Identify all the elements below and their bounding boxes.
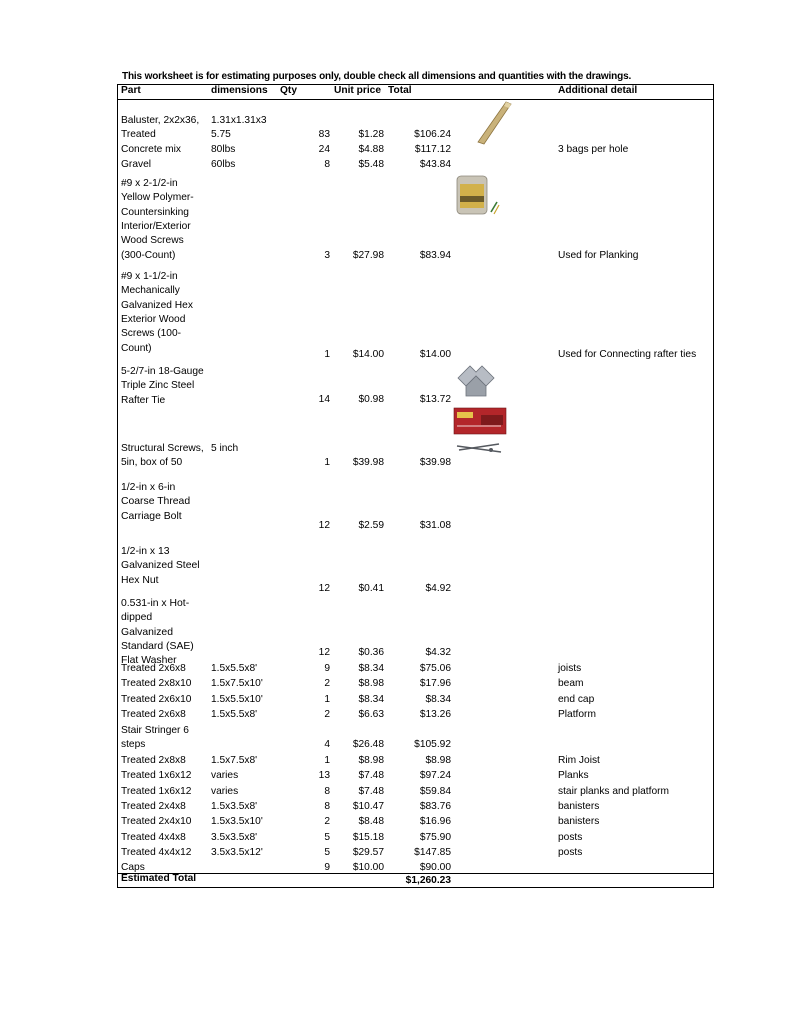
dimensions-value: 1.5x3.5x8' — [211, 801, 258, 812]
part-name: Screws (100- — [121, 328, 182, 340]
part-name: Caps — [121, 862, 145, 873]
part-name: 1/2-in x 13 — [121, 546, 170, 557]
quantity-value: 9 — [324, 663, 330, 674]
line-total-value: $4.92 — [425, 583, 451, 594]
unit-price-value: $8.98 — [358, 678, 384, 689]
estimated-total-label: Estimated Total — [121, 873, 197, 884]
header-total: Total — [388, 85, 412, 96]
header-divider — [117, 99, 714, 100]
unit-price-value: $6.63 — [358, 709, 384, 720]
additional-detail: posts — [558, 847, 583, 858]
line-total-value: $75.90 — [419, 832, 451, 843]
additional-detail: beam — [558, 678, 584, 689]
part-name: Rafter Tie — [121, 394, 166, 406]
part-name: Treated 2x8x10 — [121, 678, 192, 689]
part-name: #9 x 1-1/2-in — [121, 271, 178, 282]
dimensions-value: 5 inch — [211, 443, 239, 454]
dimensions-value: 1.5x3.5x10' — [211, 816, 263, 827]
dimensions-value: 1.5x5.5x8' — [211, 709, 258, 720]
part-name: Standard (SAE) — [121, 640, 194, 652]
quantity-value: 1 — [324, 755, 330, 766]
dimensions-value: 1.5x7.5x10' — [211, 678, 263, 689]
part-name: Treated 1x6x12 — [121, 770, 192, 781]
part-name: Exterior Wood — [121, 313, 186, 325]
line-total-value: $17.96 — [419, 678, 451, 689]
part-name: Yellow Polymer- — [121, 192, 194, 204]
dimensions-value: 3.5x3.5x8' — [211, 832, 258, 843]
part-name: Wood Screws — [121, 235, 184, 247]
quantity-value: 24 — [318, 144, 330, 155]
part-name: Concrete mix — [121, 144, 182, 155]
additional-detail: 3 bags per hole — [558, 144, 629, 155]
dimensions-value: 5.75 — [211, 129, 231, 141]
unit-price-value: $7.48 — [358, 770, 384, 781]
additional-detail: end cap — [558, 694, 595, 705]
quantity-value: 12 — [318, 583, 330, 594]
header-qty: Qty — [280, 85, 297, 96]
quantity-value: 8 — [324, 801, 330, 812]
part-name: Carriage Bolt — [121, 510, 182, 522]
line-total-value: $106.24 — [414, 129, 451, 141]
dimensions-value: 1.5x5.5x8' — [211, 663, 258, 674]
quantity-value: 5 — [324, 847, 330, 858]
baluster-image — [476, 100, 512, 146]
quantity-value: 9 — [324, 862, 330, 873]
header-dimensions: dimensions — [211, 85, 268, 96]
additional-detail: Used for Planking — [558, 249, 639, 261]
part-name: Treated 2x6x8 — [121, 709, 186, 720]
unit-price-value: $26.48 — [352, 739, 384, 751]
line-total-value: $13.26 — [419, 709, 451, 720]
yellow-screws-image — [455, 172, 501, 218]
unit-price-value: $39.98 — [352, 457, 384, 468]
line-total-value: $105.92 — [414, 739, 451, 751]
unit-price-value: $1.28 — [358, 129, 384, 141]
dimensions-value: varies — [211, 770, 239, 781]
additional-detail: Platform — [558, 709, 596, 720]
line-total-value: $8.34 — [425, 694, 451, 705]
dimensions-value: 80lbs — [211, 144, 236, 155]
dimensions-value: 60lbs — [211, 159, 236, 170]
line-total-value: $75.06 — [419, 663, 451, 674]
part-name: Stair Stringer 6 — [121, 725, 189, 736]
part-name: Hex Nut — [121, 574, 159, 586]
quantity-value: 8 — [324, 786, 330, 797]
additional-detail: Planks — [558, 770, 589, 781]
quantity-value: 1 — [324, 349, 330, 360]
unit-price-value: $8.98 — [358, 755, 384, 766]
dimensions-value: 1.5x7.5x8' — [211, 755, 258, 766]
part-name: Baluster, 2x2x36, — [121, 115, 200, 126]
quantity-value: 3 — [324, 249, 330, 261]
quantity-value: 5 — [324, 832, 330, 843]
unit-price-value: $8.48 — [358, 816, 384, 827]
additional-detail: banisters — [558, 801, 600, 812]
quantity-value: 2 — [324, 816, 330, 827]
line-total-value: $97.24 — [419, 770, 451, 781]
dimensions-value: 1.5x5.5x10' — [211, 694, 263, 705]
part-name: Treated 4x4x8 — [121, 832, 186, 843]
part-name: 1/2-in x 6-in — [121, 482, 176, 493]
quantity-value: 2 — [324, 709, 330, 720]
line-total-value: $90.00 — [419, 862, 451, 873]
unit-price-value: $10.47 — [352, 801, 384, 812]
header-unit-price: Unit price — [334, 85, 381, 96]
part-name: Mechanically — [121, 285, 180, 297]
part-name: steps — [121, 739, 146, 751]
header-part: Part — [121, 85, 141, 96]
line-total-value: $147.85 — [414, 847, 451, 858]
quantity-value: 2 — [324, 678, 330, 689]
quantity-value: 14 — [318, 394, 330, 405]
quantity-value: 13 — [318, 770, 330, 781]
line-total-value: $8.98 — [425, 755, 451, 766]
line-total-value: $39.98 — [419, 457, 451, 468]
line-total-value: $31.08 — [419, 520, 451, 531]
estimated-total-value: $1,260.23 — [405, 875, 451, 886]
quantity-value: 8 — [324, 159, 330, 170]
quantity-value: 12 — [318, 520, 330, 531]
structural-screws-image — [453, 406, 507, 458]
part-name: Treated 2x4x10 — [121, 816, 192, 827]
part-name: Galvanized — [121, 626, 173, 638]
line-total-value: $83.76 — [419, 801, 451, 812]
part-name: Coarse Thread — [121, 496, 191, 508]
quantity-value: 4 — [324, 739, 330, 751]
unit-price-value: $27.98 — [352, 249, 384, 261]
part-name: Gravel — [121, 159, 152, 170]
additional-detail: stair planks and platform — [558, 786, 669, 797]
additional-detail: Used for Connecting rafter ties — [558, 349, 697, 360]
part-name: 0.531-in x Hot- — [121, 598, 190, 609]
part-name: 5-2/7-in 18-Gauge — [121, 366, 204, 377]
part-name: Triple Zinc Steel — [121, 380, 195, 392]
rafter-tie-image — [456, 364, 498, 400]
part-name: Count) — [121, 342, 152, 354]
quantity-value: 1 — [324, 694, 330, 705]
disclaimer: This worksheet is for estimating purposes only, double check all dimensions and quantities with the drawings. — [122, 71, 632, 82]
unit-price-value: $4.88 — [358, 144, 384, 155]
part-name: Treated — [121, 129, 156, 141]
part-name: Interior/Exterior — [121, 220, 191, 232]
unit-price-value: $5.48 — [358, 159, 384, 170]
header-additional-detail: Additional detail — [558, 85, 638, 96]
line-total-value: $43.84 — [419, 159, 451, 170]
unit-price-value: $2.59 — [358, 520, 384, 531]
unit-price-value: $7.48 — [358, 786, 384, 797]
part-name: Countersinking — [121, 206, 189, 218]
part-name: Treated 2x6x8 — [121, 663, 186, 674]
quantity-value: 1 — [324, 457, 330, 468]
part-name: Flat Washer — [121, 655, 177, 667]
dimensions-value: 3.5x3.5x12' — [211, 847, 263, 858]
part-name: Galvanized Steel — [121, 560, 200, 572]
unit-price-value: $0.41 — [358, 583, 384, 594]
additional-detail: Rim Joist — [558, 755, 600, 766]
unit-price-value: $14.00 — [352, 349, 384, 360]
quantity-value: 83 — [318, 129, 330, 141]
line-total-value: $14.00 — [419, 349, 451, 360]
dimensions-value: varies — [211, 786, 239, 797]
part-name: Treated 4x4x12 — [121, 847, 192, 858]
part-name: Treated 2x8x8 — [121, 755, 186, 766]
line-total-value: $4.32 — [425, 647, 451, 658]
unit-price-value: $8.34 — [358, 663, 384, 674]
part-name: Treated 2x6x10 — [121, 694, 192, 705]
part-name: 5in, box of 50 — [121, 457, 183, 469]
dimensions-value: 1.31x1.31x3 — [211, 115, 267, 126]
additional-detail: posts — [558, 832, 583, 843]
quantity-value: 12 — [318, 647, 330, 658]
part-name: (300-Count) — [121, 249, 176, 261]
part-name: Galvanized Hex — [121, 299, 193, 311]
part-name: Treated 2x4x8 — [121, 801, 186, 812]
unit-price-value: $0.36 — [358, 647, 384, 658]
line-total-value: $59.84 — [419, 786, 451, 797]
part-name: #9 x 2-1/2-in — [121, 178, 178, 189]
unit-price-value: $8.34 — [358, 694, 384, 705]
part-name: Structural Screws, — [121, 443, 204, 454]
unit-price-value: $29.57 — [352, 847, 384, 858]
line-total-value: $13.72 — [419, 394, 451, 405]
unit-price-value: $15.18 — [352, 832, 384, 843]
unit-price-value: $0.98 — [358, 394, 384, 405]
line-total-value: $83.94 — [419, 249, 451, 261]
line-total-value: $16.96 — [419, 816, 451, 827]
additional-detail: joists — [558, 663, 582, 674]
additional-detail: banisters — [558, 816, 600, 827]
line-total-value: $117.12 — [414, 144, 451, 155]
part-name: dipped — [121, 612, 153, 624]
part-name: Treated 1x6x12 — [121, 786, 192, 797]
unit-price-value: $10.00 — [352, 862, 384, 873]
